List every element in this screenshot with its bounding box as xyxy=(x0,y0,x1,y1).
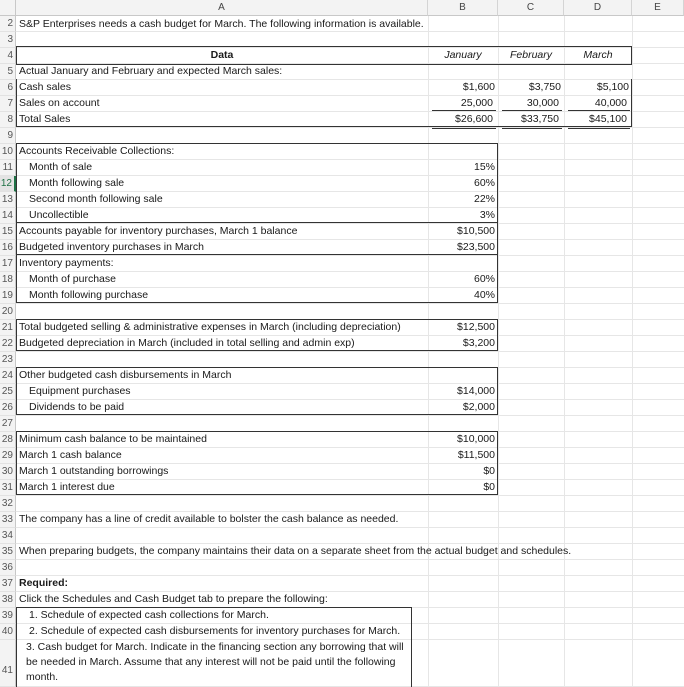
row-header[interactable]: 40 xyxy=(0,624,16,640)
row-header[interactable]: 33 xyxy=(0,512,16,528)
requirement-3[interactable]: 3. Cash budget for March. Indicate in the financing section any borrowing that will be needed in March. Assume that any interest will not be paid until the following month. xyxy=(26,641,404,683)
row-header[interactable]: 14 xyxy=(0,208,16,224)
gridline xyxy=(16,559,684,560)
second-month-value[interactable]: 22% xyxy=(473,193,495,205)
row-header[interactable]: 21 xyxy=(0,320,16,336)
row-header[interactable]: 28 xyxy=(0,432,16,448)
depreciation-label[interactable]: Budgeted depreciation in March (included in total selling and admin exp) xyxy=(19,337,355,349)
row-header[interactable]: 27 xyxy=(0,416,16,432)
total-sales-label[interactable]: Total Sales xyxy=(19,113,71,125)
depreciation-value[interactable]: $3,200 xyxy=(462,337,495,349)
march-cash-value[interactable]: $11,500 xyxy=(457,449,495,461)
row-header[interactable]: 10 xyxy=(0,144,16,160)
interest-label[interactable]: March 1 interest due xyxy=(19,481,115,493)
column-header-a[interactable]: A xyxy=(16,0,428,16)
cash-sales-label[interactable]: Cash sales xyxy=(19,81,71,93)
column-header-d[interactable]: D xyxy=(564,0,632,16)
month-following-purchase-label[interactable]: Month following purchase xyxy=(29,289,149,301)
row-header[interactable]: 32 xyxy=(0,496,16,512)
row-header[interactable]: 19 xyxy=(0,288,16,304)
row-header[interactable]: 38 xyxy=(0,592,16,608)
month-following-sale-value[interactable]: 60% xyxy=(473,177,495,189)
row-header[interactable]: 6 xyxy=(0,80,16,96)
column-header-e[interactable]: E xyxy=(632,0,684,16)
inventory-payments-title[interactable]: Inventory payments: xyxy=(19,257,114,269)
column-header-c[interactable]: C xyxy=(498,0,564,16)
row-header[interactable]: 5 xyxy=(0,64,16,80)
gridline xyxy=(16,303,684,304)
gridline xyxy=(16,527,684,528)
line-of-credit-note[interactable]: The company has a line of credit available to bolster the cash balance as needed. xyxy=(19,513,399,525)
cash-sales-mar[interactable]: $5,100 xyxy=(596,81,629,93)
requirement-2[interactable]: 2. Schedule of expected cash disbursements for inventory purchases for March. xyxy=(29,625,401,637)
row-header[interactable]: 26 xyxy=(0,400,16,416)
borrowings-value[interactable]: $0 xyxy=(483,465,495,477)
row-header[interactable]: 29 xyxy=(0,448,16,464)
equipment-label[interactable]: Equipment purchases xyxy=(29,385,131,397)
row-header[interactable]: 41 xyxy=(0,640,16,687)
row-header[interactable]: 7 xyxy=(0,96,16,112)
row-header[interactable]: 13 xyxy=(0,192,16,208)
row-header[interactable]: 16 xyxy=(0,240,16,256)
row-header[interactable]: 31 xyxy=(0,480,16,496)
row-header[interactable]: 22 xyxy=(0,336,16,352)
gridline xyxy=(16,415,684,416)
intro-text[interactable]: S&P Enterprises needs a cash budget for March. The following information is available. xyxy=(19,18,424,30)
row-header[interactable]: 20 xyxy=(0,304,16,320)
row-header[interactable]: 3 xyxy=(0,32,16,48)
total-sales-mar[interactable]: $45,100 xyxy=(568,112,630,129)
gridline xyxy=(16,575,684,576)
budgeted-inventory-value[interactable]: $23,500 xyxy=(457,241,495,253)
click-instruction[interactable]: Click the Schedules and Cash Budget tab to prepare the following: xyxy=(19,593,328,605)
january-header[interactable]: January xyxy=(444,49,482,61)
row-header[interactable]: 12 xyxy=(0,176,16,192)
uncollectible-value[interactable]: 3% xyxy=(479,209,495,221)
uncollectible-label[interactable]: Uncollectible xyxy=(29,209,89,221)
row-header[interactable]: 35 xyxy=(0,544,16,560)
cash-sales-feb[interactable]: $3,750 xyxy=(528,81,561,93)
row-header[interactable]: 18 xyxy=(0,272,16,288)
data-header[interactable]: Data xyxy=(210,49,234,61)
sales-title[interactable]: Actual January and February and expected March sales: xyxy=(19,65,283,77)
month-of-purchase-label[interactable]: Month of purchase xyxy=(29,273,116,285)
sga-total-label[interactable]: Total budgeted selling & administrative expenses in March (including depreciation) xyxy=(19,321,401,333)
march-header[interactable]: March xyxy=(583,49,613,61)
row-header[interactable]: 15 xyxy=(0,224,16,240)
row-header[interactable]: 23 xyxy=(0,352,16,368)
row-header[interactable]: 4 xyxy=(0,48,16,64)
row-header[interactable]: 8 xyxy=(0,112,16,128)
budgeted-inventory-label[interactable]: Budgeted inventory purchases in March xyxy=(19,241,205,253)
ap-balance-label[interactable]: Accounts payable for inventory purchases, March 1 balance xyxy=(19,225,298,237)
cash-sales-jan[interactable]: $1,600 xyxy=(462,81,495,93)
total-sales-jan[interactable]: $26,600 xyxy=(432,112,496,129)
column-header-b[interactable]: B xyxy=(428,0,498,16)
row-header[interactable]: 34 xyxy=(0,528,16,544)
required-heading[interactable]: Required: xyxy=(19,577,69,589)
requirement-1[interactable]: 1. Schedule of expected cash collections for March. xyxy=(29,609,269,621)
select-all-corner[interactable] xyxy=(0,0,16,16)
month-of-sale-label[interactable]: Month of sale xyxy=(29,161,93,173)
row-header[interactable]: 36 xyxy=(0,560,16,576)
account-sales-jan[interactable]: 25,000 xyxy=(432,96,496,111)
row-header[interactable]: 37 xyxy=(0,576,16,592)
row-header[interactable]: 17 xyxy=(0,256,16,272)
gridline xyxy=(16,351,684,352)
row-header[interactable]: 39 xyxy=(0,608,16,624)
borrowings-label[interactable]: March 1 outstanding borrowings xyxy=(19,465,169,477)
dividends-label[interactable]: Dividends to be paid xyxy=(29,401,125,413)
gridline xyxy=(16,495,684,496)
ap-balance-value[interactable]: $10,500 xyxy=(457,225,495,237)
month-following-purchase-value[interactable]: 40% xyxy=(473,289,495,301)
account-sales-label[interactable]: Sales on account xyxy=(19,97,100,109)
equipment-value[interactable]: $14,000 xyxy=(457,385,495,397)
month-following-sale-label[interactable]: Month following sale xyxy=(29,177,125,189)
account-sales-feb[interactable]: 30,000 xyxy=(502,96,562,111)
dividends-value[interactable]: $2,000 xyxy=(462,401,495,413)
interest-value[interactable]: $0 xyxy=(483,481,495,493)
other-title[interactable]: Other budgeted cash disbursements in March xyxy=(19,369,232,381)
row-header[interactable]: 9 xyxy=(0,128,16,144)
row-header[interactable]: 11 xyxy=(0,160,16,176)
march-cash-label[interactable]: March 1 cash balance xyxy=(19,449,122,461)
february-header[interactable]: February xyxy=(509,49,552,61)
separate-sheet-note[interactable]: When preparing budgets, the company maintains their data on a separate sheet from the actual budget and schedules. xyxy=(19,545,572,557)
total-sales-feb[interactable]: $33,750 xyxy=(502,112,562,129)
min-cash-value[interactable]: $10,000 xyxy=(457,433,495,445)
row-header[interactable]: 25 xyxy=(0,384,16,400)
sga-total-value[interactable]: $12,500 xyxy=(457,321,495,333)
month-of-sale-value[interactable]: 15% xyxy=(473,161,495,173)
second-month-label[interactable]: Second month following sale xyxy=(29,193,163,205)
month-of-purchase-value[interactable]: 60% xyxy=(473,273,495,285)
row-header[interactable]: 24 xyxy=(0,368,16,384)
min-cash-label[interactable]: Minimum cash balance to be maintained xyxy=(19,433,207,445)
account-sales-mar[interactable]: 40,000 xyxy=(568,96,630,111)
row-header[interactable]: 2 xyxy=(0,16,16,32)
row-header[interactable]: 30 xyxy=(0,464,16,480)
ar-title[interactable]: Accounts Receivable Collections: xyxy=(19,145,175,157)
